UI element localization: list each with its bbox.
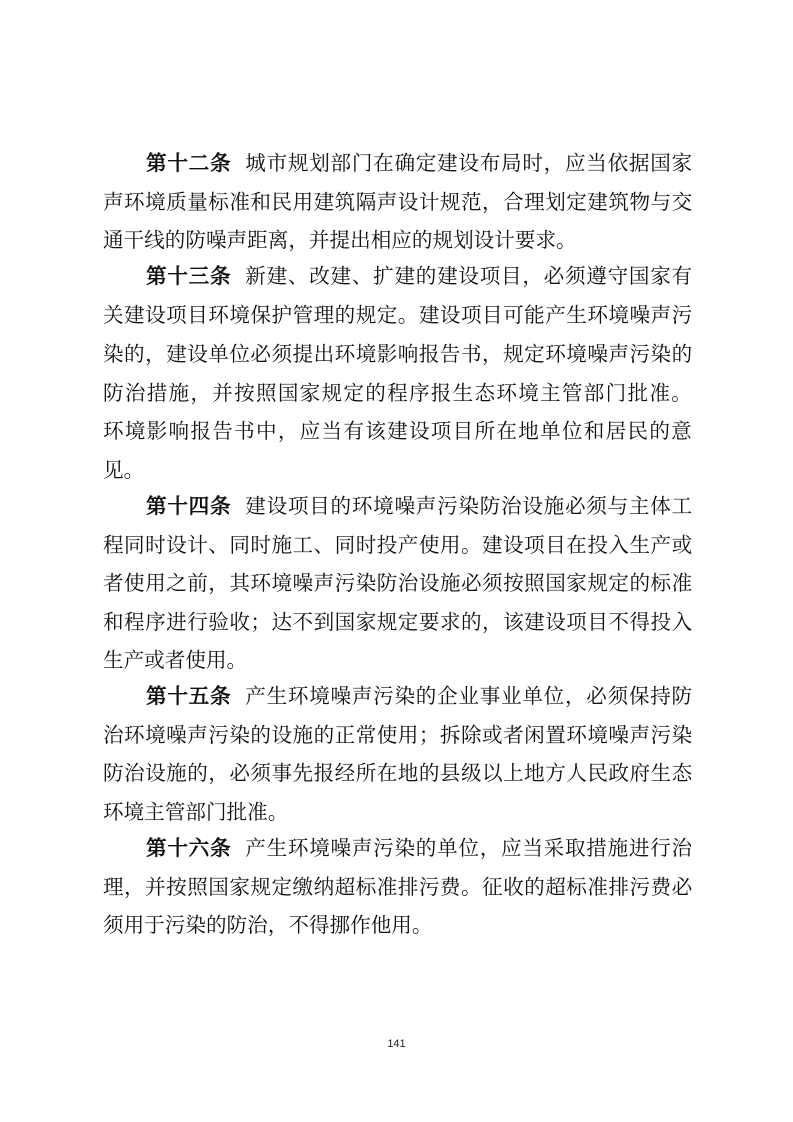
article-text: 产生环境噪声污染的企业事业单位，必须保持防 bbox=[245, 684, 693, 708]
article-line bbox=[103, 530, 693, 560]
article-text: 通干线的防噪声距离，并提出相应的规划设计要求。 bbox=[103, 228, 577, 252]
article-text: 治环境噪声污染的设施的正常使用；拆除或者闲置环境噪声污染 bbox=[103, 723, 693, 747]
article-text: 染的，建设单位必须提出环境影响报告书，规定环境噪声污染的 bbox=[103, 342, 693, 366]
article-text: 新建、改建、扩建的建设项目，必须遵守国家有 bbox=[245, 264, 693, 288]
article-text: 环境主管部门批准。 bbox=[103, 800, 289, 824]
article-text: 和程序进行验收；达不到国家规定要求的，该建设项目不得投入 bbox=[103, 610, 693, 634]
article-text: 者使用之前，其环境噪声污染防治设施必须按照国家规定的标准 bbox=[103, 571, 693, 595]
article-text: 理，并按照国家规定缴纳超标准排污费。征收的超标准排污费必 bbox=[103, 875, 693, 899]
article-line bbox=[103, 568, 693, 598]
article-text: 城市规划部门在确定建设布局时，应当依据国家 bbox=[245, 151, 693, 175]
article-first-line bbox=[146, 261, 693, 291]
article-first-line bbox=[146, 833, 693, 863]
article-number: 第十四条 bbox=[146, 494, 232, 518]
article-number: 第十五条 bbox=[146, 684, 232, 708]
article-first-line bbox=[146, 148, 693, 178]
article-text: 关建设项目环境保护管理的规定。建设项目可能产生环境噪声污 bbox=[103, 303, 693, 327]
article-line bbox=[103, 378, 693, 408]
article-number: 第十六条 bbox=[146, 836, 232, 860]
article-line bbox=[103, 645, 247, 675]
article-line bbox=[103, 416, 693, 446]
page-number: 141 bbox=[387, 1038, 406, 1050]
article-text: 环境影响报告书中，应当有该建设项目所在地单位和居民的意 bbox=[103, 419, 694, 443]
article-line bbox=[103, 455, 144, 485]
article-text: 须用于污染的防治，不得挪作他用。 bbox=[103, 913, 433, 937]
article-line bbox=[103, 225, 577, 255]
article-text: 见。 bbox=[103, 458, 145, 482]
article-line bbox=[103, 872, 693, 902]
article-text: 生产或者使用。 bbox=[103, 648, 248, 672]
article-number: 第十三条 bbox=[146, 264, 232, 288]
article-text: 产生环境噪声污染的单位，应当采取措施进行治 bbox=[245, 836, 693, 860]
article-text: 声环境质量标准和民用建筑隔声设计规范，合理划定建筑物与交 bbox=[103, 190, 693, 214]
article-line bbox=[103, 910, 433, 940]
article-line bbox=[103, 758, 693, 788]
article-text: 建设项目的环境噪声污染防治设施必须与主体工 bbox=[245, 494, 693, 518]
article-line bbox=[103, 300, 693, 330]
article-text: 防治设施的，必须事先报经所在地的县级以上地方人民政府生态 bbox=[103, 761, 693, 785]
article-line bbox=[103, 797, 288, 827]
article-text: 防治措施，并按照国家规定的程序报生态环境主管部门批准。 bbox=[103, 381, 694, 405]
article-first-line bbox=[146, 491, 693, 521]
article-line bbox=[103, 187, 693, 217]
article-line bbox=[103, 607, 693, 637]
article-text: 程同时设计、同时施工、同时投产使用。建设项目在投入生产或 bbox=[103, 533, 693, 557]
article-line bbox=[103, 339, 693, 369]
article-number: 第十二条 bbox=[146, 151, 232, 175]
article-first-line bbox=[146, 681, 693, 711]
article-line bbox=[103, 720, 693, 750]
